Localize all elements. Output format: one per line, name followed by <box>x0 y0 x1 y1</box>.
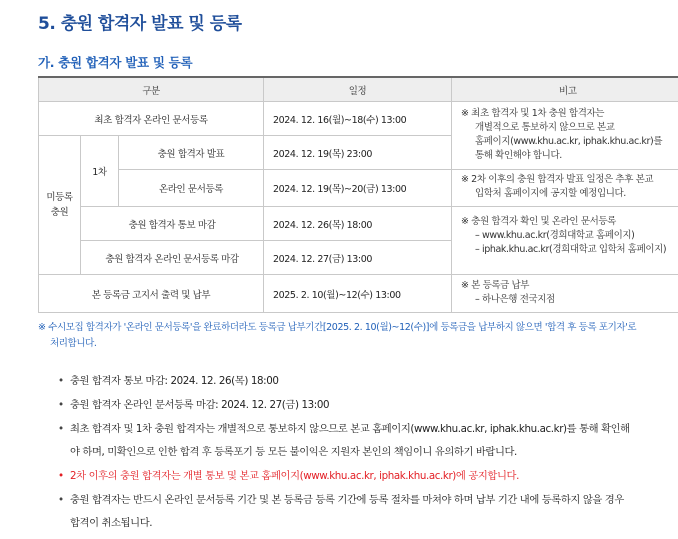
table-row <box>39 275 678 313</box>
note-line: 통해 확인해야 합니다. <box>461 149 678 163</box>
section-title: 5. 충원 합격자 발표 및 등록 <box>38 9 242 34</box>
header-notes: 비고 <box>452 77 678 102</box>
row-label: 온라인 문서등록 <box>119 170 264 207</box>
note-line: 개별적으로 통보하지 않으므로 본교 <box>461 121 678 135</box>
footnote-line: ※ 수시모집 합격자가 '온라인 문서등록'을 완료하더라도 등록금 납부기간[2025. 2. 10(월)~12(수)]에 등록금을 납부하지 않으면 '합격 후 등록 포기자'로 <box>38 320 678 336</box>
bullet-list <box>58 373 678 539</box>
table-header-row <box>39 77 678 102</box>
note-line: – www.khu.ac.kr(경희대학교 홈페이지) <box>461 229 678 243</box>
table-row <box>39 170 678 207</box>
note-line: 홈페이지(www.khu.ac.kr, iphak.khu.ac.kr)를 <box>461 135 678 149</box>
note-line: ※ 최초 합격자 및 1차 충원 합격자는 <box>461 107 678 121</box>
row-label: 본 등록금 고지서 출력 및 납부 <box>39 275 264 313</box>
note-line: 입학처 홈페이지에 공지할 예정입니다. <box>461 187 678 201</box>
header-category: 구분 <box>39 77 264 102</box>
note-line: – 하나은행 전국지점 <box>461 293 678 307</box>
note-cell-2 <box>452 170 678 207</box>
table-row <box>39 102 678 136</box>
row-label: 충원 합격자 온라인 문서등록 마감 <box>81 241 264 275</box>
schedule-table <box>38 76 678 313</box>
row-date: 2024. 12. 16(월)~18(수) 13:00 <box>264 102 452 136</box>
list-item-line: • 충원 합격자는 반드시 온라인 문서등록 기간 및 본 등록금 등록 기간에 등록 절차를 마쳐야 하며 납부 기간 내에 등록하지 않을 경우 <box>70 492 678 509</box>
row-date: 2024. 12. 19(목)~20(금) 13:00 <box>264 170 452 207</box>
list-item-line: • 최초 합격자 및 1차 충원 합격자는 개별적으로 통보하지 않으므로 본교 홈페이지(www.khu.ac.kr, iphak.khu.ac.kr)를 통해 확인해 <box>70 421 678 438</box>
note-line: ※ 2차 이후의 충원 합격자 발표 일정은 추후 본교 <box>461 173 678 187</box>
row-date: 2025. 2. 10(월)~12(수) 13:00 <box>264 275 452 313</box>
subsection-title: 가. 충원 합격자 발표 및 등록 <box>38 53 192 71</box>
sub-label: 1차 <box>81 136 119 207</box>
note-cell-4 <box>452 275 678 313</box>
list-item-line: 야 하며, 미확인으로 인한 합격 후 등록포기 등 모든 불이익은 지원자 본인의 책임이니 유의하기 바랍니다. <box>70 444 678 461</box>
row-label: 충원 합격자 통보 마감 <box>81 207 264 241</box>
header-schedule: 일정 <box>264 77 452 102</box>
group-label: 미등록 충원 <box>39 136 81 275</box>
list-item <box>58 421 678 461</box>
row-date: 2024. 12. 26(목) 18:00 <box>264 207 452 241</box>
list-item <box>58 492 678 532</box>
note-line: ※ 충원 합격자 확인 및 온라인 문서등록 <box>461 215 678 229</box>
note-line: – iphak.khu.ac.kr(경희대학교 입학처 홈페이지) <box>461 243 678 257</box>
footnote-line: 처리합니다. <box>38 336 678 352</box>
row-date: 2024. 12. 19(목) 23:00 <box>264 136 452 170</box>
table-row <box>39 207 678 241</box>
note-line: ※ 본 등록금 납부 <box>461 279 678 293</box>
row-date: 2024. 12. 27(금) 13:00 <box>264 241 452 275</box>
note-cell-3 <box>452 207 678 275</box>
row-label: 충원 합격자 발표 <box>119 136 264 170</box>
note-cell-1 <box>452 102 678 170</box>
row-label: 최초 합격자 온라인 문서등록 <box>39 102 264 136</box>
list-item-line: 합격이 취소됩니다. <box>70 515 678 532</box>
list-item: • 충원 합격자 통보 마감: 2024. 12. 26(목) 18:00 <box>58 373 678 390</box>
list-item: • 충원 합격자 온라인 문서등록 마감: 2024. 12. 27(금) 13:00 <box>58 397 678 414</box>
list-item-warning: • 2차 이후의 충원 합격자는 개별 통보 및 본교 홈페이지(www.khu.ac.kr, iphak.khu.ac.kr)에 공지합니다. <box>58 468 678 485</box>
footnote <box>38 320 678 352</box>
